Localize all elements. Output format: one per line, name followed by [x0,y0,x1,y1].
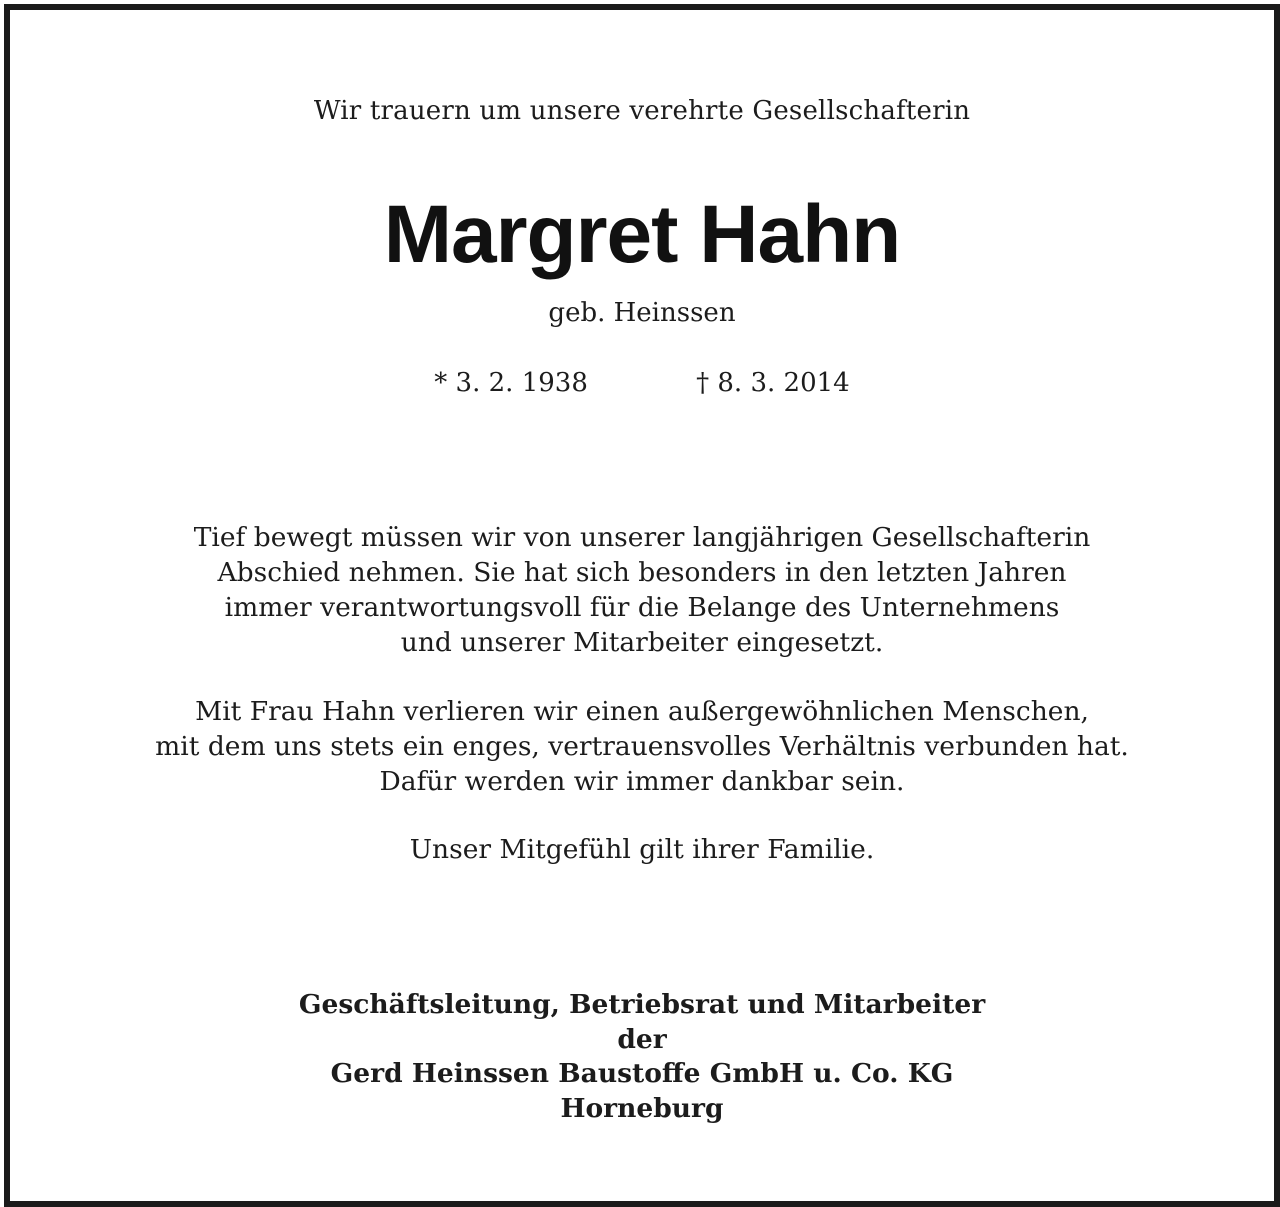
paragraph-line: und unserer Mitarbeiter eingesetzt. [400,627,884,658]
life-dates [10,368,1274,398]
signature-line: Horneburg [560,1092,724,1124]
paragraph-line: Dafür werden wir immer dankbar sein. [379,766,905,797]
birth-name: geb. Heinssen [548,298,736,328]
paragraph-farewell [10,520,1274,660]
paragraph-condolence [10,832,1274,867]
obituary-frame [4,4,1280,1207]
signature-block [10,988,1274,1126]
paragraph-line: Tief bewegt müssen wir von unserer langjährigen Gesellschafterin [193,522,1091,553]
paragraph-line: Mit Frau Hahn verlieren wir einen außergewöhnlichen Menschen, [195,696,1089,727]
deceased-name: Margret Hahn [383,189,901,280]
signature-line: Geschäftsleitung, Betriebsrat und Mitarbeiter [298,989,986,1020]
intro-text: Wir trauern um unsere verehrte Gesellschafterin [313,96,971,126]
signature-line: der [617,1023,667,1055]
paragraph-tribute [10,694,1274,799]
birth-date: * 3. 2. 1938 [434,368,588,398]
paragraph-line: Abschied nehmen. Sie hat sich besonders in den letzten Jahren [217,557,1067,588]
death-date: † 8. 3. 2014 [696,368,850,398]
paragraph-line: immer verantwortungsvoll für die Belange des Unternehmens [224,592,1060,623]
signature-line: Gerd Heinssen Baustoffe GmbH u. Co. KG [330,1058,954,1089]
paragraph-line: Unser Mitgefühl gilt ihrer Familie. [409,834,875,865]
paragraph-line: mit dem uns stets ein enges, vertrauensvolles Verhältnis verbunden hat. [155,731,1129,762]
